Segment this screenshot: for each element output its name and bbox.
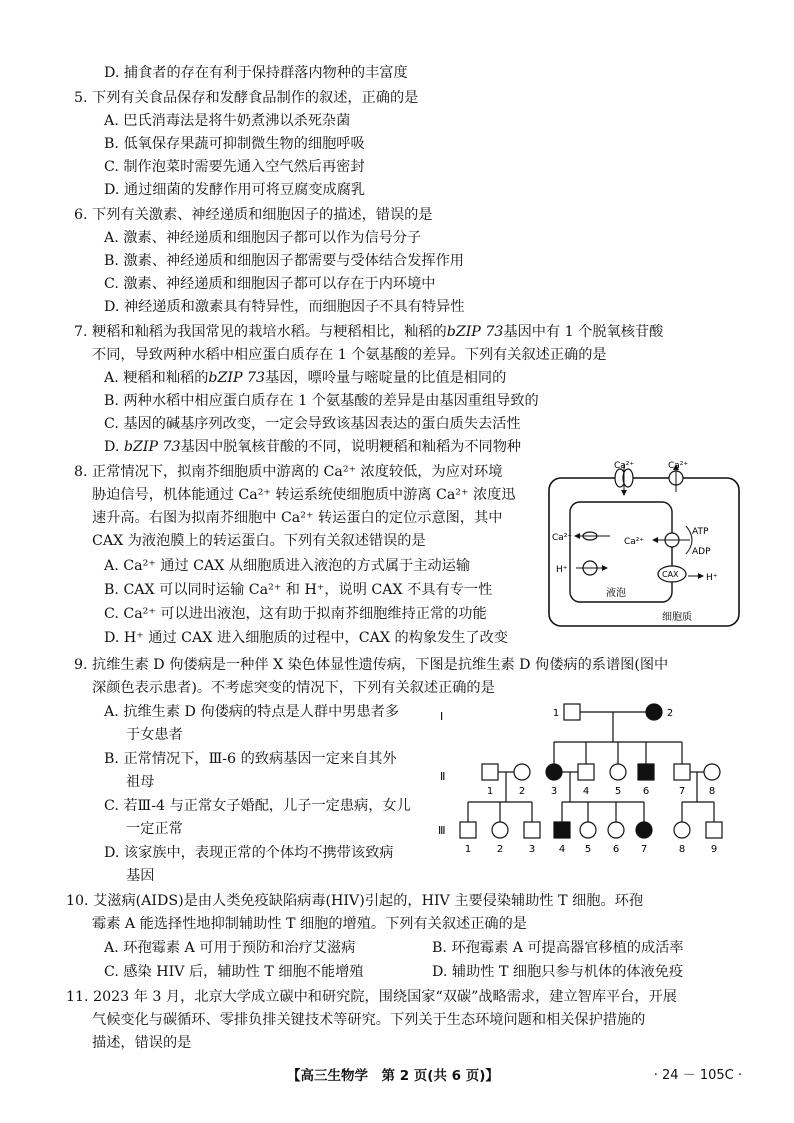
q5-option-b: B. 低氧保存果蔬可抑制微生物的细胞呼吸 bbox=[104, 136, 365, 152]
q9-option-b-line2: 祖母 bbox=[126, 774, 155, 790]
gen3-individual-9 bbox=[706, 822, 722, 838]
vacuole-membrane bbox=[570, 502, 672, 602]
question-8-stem-line4: CAX 为液泡膜上的转运蛋白。下列有关叙述错误的是 bbox=[92, 533, 426, 549]
question-6-stem: 6. 下列有关激素、神经递质和细胞因子的描述，错误的是 bbox=[74, 207, 433, 223]
gen2-number-5: 5 bbox=[614, 786, 622, 797]
ca-transport-figure bbox=[546, 458, 744, 634]
gen1-number-2: 2 bbox=[666, 708, 674, 719]
q10-option-d: D. 辅助性 T 细胞只参与机体的体液免疫 bbox=[432, 964, 684, 980]
generation-label-3: Ⅲ bbox=[438, 824, 446, 837]
gen2-number-1: 1 bbox=[486, 786, 494, 797]
question-9-stem-line2: 深颜色表示患者)。不考虑突变的情况下，下列有关叙述正确的是 bbox=[92, 680, 495, 696]
gen2-individual-4 bbox=[578, 764, 594, 780]
question-8-stem-line1: 8. 正常情况下，拟南芥细胞质中游离的 Ca²⁺ 浓度较低，为应对环境 bbox=[74, 464, 503, 480]
question-8-stem-line2: 胁迫信号，机体能通过 Ca²⁺ 转运系统使细胞质中游离 Ca²⁺ 浓度迅 bbox=[92, 487, 516, 503]
gen2-individual-3 bbox=[546, 764, 562, 780]
gen2-individual-2 bbox=[514, 764, 530, 780]
question-7-stem-line1: 7. 粳稻和籼稻为我国常见的栽培水稻。与粳稻相比，籼稻的bZIP 73基因中有 1 个脱氧核苷酸 bbox=[74, 324, 664, 340]
gen1-number-1: 1 bbox=[552, 708, 560, 719]
gen3-number-6: 6 bbox=[612, 844, 620, 855]
q4-option-d: D. 捕食者的存在有利于保持群落内物种的丰富度 bbox=[104, 65, 408, 81]
q9-option-c-line1: C. 若Ⅲ-4 与正常女子婚配，儿子一定患病，女儿 bbox=[104, 798, 411, 814]
generation-label-1: Ⅰ bbox=[440, 710, 444, 723]
q6-option-d: D. 神经递质和激素具有特异性，而细胞因子不具有特异性 bbox=[104, 299, 465, 315]
q5-option-d: D. 通过细菌的发酵作用可将豆腐变成腐乳 bbox=[104, 182, 366, 198]
h-label-right: H⁺ bbox=[706, 573, 718, 583]
q9-option-c-line2: 一定正常 bbox=[126, 821, 183, 837]
vacuole-pump-left bbox=[574, 532, 610, 575]
gen2-number-3: 3 bbox=[550, 786, 558, 797]
q5-option-a: A. 巴氏消毒法是将牛奶煮沸以杀死杂菌 bbox=[104, 113, 351, 129]
gen2-number-4: 4 bbox=[582, 786, 590, 797]
q8-option-c: C. Ca²⁺ 可以进出液泡，这有助于拟南芥细胞维持正常的功能 bbox=[104, 606, 487, 622]
ca-label-left: Ca²⁺ bbox=[552, 533, 573, 543]
cytoplasm-label: 细胞质 bbox=[662, 612, 692, 623]
ca-label-top-right: Ca²⁺ bbox=[668, 461, 689, 471]
gen3-number-8: 8 bbox=[678, 844, 686, 855]
gen3-individual-2 bbox=[492, 822, 508, 838]
q6-option-b: B. 激素、神经递质和细胞因子都需要与受体结合发挥作用 bbox=[104, 253, 464, 269]
q7-option-b: B. 两种水稻中相应蛋白质存在 1 个氨基酸的差异是由基因重组导致的 bbox=[104, 393, 539, 409]
ca-label-top-left: Ca²⁺ bbox=[614, 461, 635, 471]
q10-option-b: B. 环孢霉素 A 可提高器官移植的成活率 bbox=[432, 940, 684, 956]
vacuole-label: 液泡 bbox=[606, 588, 626, 599]
q7-option-c: C. 基因的碱基序列改变，一定会导致该基因表达的蛋白质失去活性 bbox=[104, 416, 521, 432]
q9-option-d-line2: 基因 bbox=[126, 868, 155, 884]
pedigree-chart bbox=[436, 690, 736, 862]
q6-option-c: C. 激素、神经递质和细胞因子都可以存在于内环境中 bbox=[104, 276, 436, 292]
q10-option-a: A. 环孢霉素 A 可用于预防和治疗艾滋病 bbox=[104, 940, 356, 956]
gen3-individual-3 bbox=[524, 822, 540, 838]
gen3-individual-6 bbox=[608, 822, 624, 838]
gen3-number-1: 1 bbox=[464, 844, 472, 855]
gen2-number-8: 8 bbox=[708, 786, 716, 797]
page-footer-title: 【高三生物学 第 2 页(共 6 页)】 bbox=[287, 1068, 499, 1084]
gen3-individual-5 bbox=[580, 822, 596, 838]
gen3-number-5: 5 bbox=[584, 844, 592, 855]
gen3-individual-8 bbox=[674, 822, 690, 838]
gen2-number-7: 7 bbox=[678, 786, 686, 797]
generation-label-2: Ⅱ bbox=[440, 770, 446, 783]
gen3-number-2: 2 bbox=[496, 844, 504, 855]
question-9-stem-line1: 9. 抗维生素 D 佝偻病是一种伴 X 染色体显性遗传病，下图是抗维生素 D 佝偻病的系谱图(图中 bbox=[74, 657, 669, 673]
question-8-stem-line3: 速升高。右图为拟南芥细胞中 Ca²⁺ 转运蛋白的定位示意图，其中 bbox=[92, 510, 503, 526]
page-footer-code: · 24 － 105C · bbox=[653, 1068, 742, 1083]
gen3-number-4: 4 bbox=[558, 844, 566, 855]
q8-option-b: B. CAX 可以同时运输 Ca²⁺ 和 H⁺，说明 CAX 不具有专一性 bbox=[104, 582, 493, 598]
question-11-stem-line1: 11. 2023 年 3 月，北京大学成立碳中和研究院，围绕国家“双碳”战略需求，建立智库平台，开展 bbox=[66, 989, 677, 1005]
q9-option-b-line1: B. 正常情况下，Ⅲ-6 的致病基因一定来自其外 bbox=[104, 751, 397, 767]
question-11-stem-line3: 描述，错误的是 bbox=[92, 1035, 192, 1051]
gen3-individual-4 bbox=[554, 822, 570, 838]
gen2-individual-7 bbox=[674, 764, 690, 780]
q10-option-c: C. 感染 HIV 后，辅助性 T 细胞不能增殖 bbox=[104, 964, 364, 980]
atp-label: ATP bbox=[692, 527, 709, 537]
q7-option-d: D. bZIP 73基因中脱氧核苷酸的不同，说明粳稻和籼稻为不同物种 bbox=[104, 439, 522, 455]
q8-option-a: A. Ca²⁺ 通过 CAX 从细胞质进入液泡的方式属于主动运输 bbox=[104, 558, 471, 574]
question-10-stem-line2: 霉素 A 能选择性地抑制辅助性 T 细胞的增殖。下列有关叙述正确的是 bbox=[92, 916, 528, 932]
q6-option-a: A. 激素、神经递质和细胞因子都可以作为信号分子 bbox=[104, 230, 422, 246]
gen2-number-2: 2 bbox=[518, 786, 526, 797]
q7-option-a: A. 粳稻和籼稻的bZIP 73基因，嘌呤量与嘧啶量的比值是相同的 bbox=[104, 370, 507, 386]
adp-label: ADP bbox=[692, 547, 711, 557]
question-10-stem-line1: 10. 艾滋病(AIDS)是由人类免疫缺陷病毒(HIV)引起的，HIV 主要侵染辅助性 T 细胞。环孢 bbox=[66, 893, 644, 909]
gen1-individual-2 bbox=[646, 704, 662, 720]
gen1-individual-1 bbox=[564, 704, 580, 720]
gen3-number-9: 9 bbox=[710, 844, 718, 855]
gen2-individual-1 bbox=[482, 764, 498, 780]
question-11-stem-line2: 气候变化与碳循环、零排负排关键技术等研究。下列关于生态环境问题和相关保护措施的 bbox=[92, 1012, 646, 1028]
q9-option-a-line1: A. 抗维生素 D 佝偻病的特点是人群中男患者多 bbox=[104, 704, 400, 720]
gen3-number-7: 7 bbox=[640, 844, 648, 855]
gen3-individual-7 bbox=[636, 822, 652, 838]
question-5-stem: 5. 下列有关食品保存和发酵食品制作的叙述，正确的是 bbox=[74, 90, 419, 106]
q5-option-c: C. 制作泡菜时需要先通入空气然后再密封 bbox=[104, 159, 365, 175]
cax-label: CAX bbox=[662, 570, 679, 579]
gen2-individual-6 bbox=[638, 764, 654, 780]
ca-label-right: Ca²⁺ bbox=[624, 537, 645, 547]
gen3-number-3: 3 bbox=[528, 844, 536, 855]
question-7-stem-line2: 不同，导致两种水稻中相应蛋白质存在 1 个氨基酸的差异。下列有关叙述正确的是 bbox=[92, 347, 607, 363]
q9-option-a-line2: 于女患者 bbox=[126, 727, 183, 743]
gen2-number-6: 6 bbox=[642, 786, 650, 797]
h-label-left: H⁺ bbox=[556, 565, 568, 575]
q9-option-d-line1: D. 该家族中，表现正常的个体均不携带该致病 bbox=[104, 845, 394, 861]
q8-option-d: D. H⁺ 通过 CAX 进入细胞质的过程中，CAX 的构象发生了改变 bbox=[104, 630, 508, 646]
gen2-individual-8 bbox=[704, 764, 720, 780]
gen3-individual-1 bbox=[460, 822, 476, 838]
gen2-individual-5 bbox=[610, 764, 626, 780]
